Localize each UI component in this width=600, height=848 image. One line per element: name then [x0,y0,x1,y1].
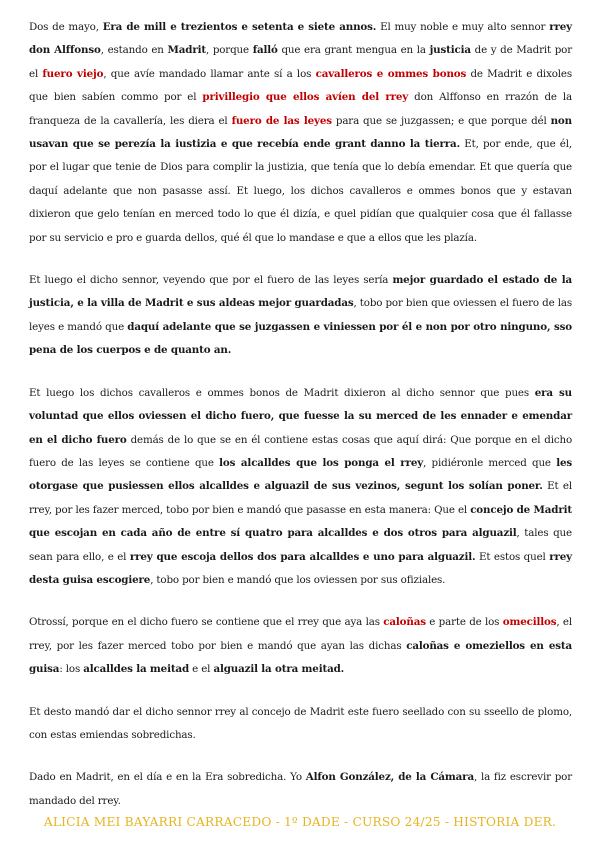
text-run: , tobo por bien e mandó que los oviessen por sus ofiziales. [150,573,446,586]
bold-phrase: daquí adelante que se juzgassen e viniessen por él e non por otro ninguno, sso pena de los cuerpos e de quanto an. [29,320,572,357]
document-body [29,16,572,832]
highlighted-term: cavalleros e ommes bonos [315,67,467,80]
bold-phrase: era su voluntad que ellos oviessen el dicho fuero, que fuesse la su merced de les ennader e emendar en el dicho fuero [29,386,572,446]
paragraph-1 [29,16,572,250]
text-run: para que se juzgassen; e que porque dél [331,114,551,127]
text-run: , la fiz escrevir por mandado del rrey. [29,771,572,807]
text-run: Otrossí, porque en el dicho fuero se contiene que el rrey que aya las [29,616,384,629]
bold-phrase: caloñas e omeziellos en esta guisa [29,639,572,676]
bold-phrase: los alcalldes que los ponga el rrey [219,456,424,469]
text-run: , que avíe mandado llamar ante sí a los [103,67,316,80]
text-run: , estando en [100,44,168,57]
text-run: , porque [205,44,253,57]
bold-phrase: alcalldes la meitad [83,663,190,676]
paragraph-2 [29,269,572,363]
text-run: Et luego los dichos cavalleros e ommes bonos de Madrit dixieron al dicho sennor que pues [29,386,535,399]
paragraph-3 [29,382,572,593]
highlighted-term: caloñas [383,616,426,629]
bold-phrase: rrey desta guisa escogiere [29,550,572,586]
bold-phrase: falló [252,44,278,57]
bold-phrase: rrey don Alffonso [29,21,572,57]
text-run: de y de Madrit por el [29,44,573,80]
bold-phrase: Madrit [167,44,206,57]
bold-phrase: rrey que escoja dellos dos para alcalldes e uno para alguazil. [129,550,476,563]
text-run: Dos de mayo, [29,21,103,33]
highlighted-term: omecillos [502,616,557,629]
bold-phrase: Alfon González, de la Cámara [305,771,474,784]
text-run: que era grant mengua en la [277,44,430,57]
bold-phrase: alguazil la otra meitad. [213,663,345,676]
text-run: Et desto mandó dar el dicho sennor rrey al concejo de Madrit este fuero seellado con su sseello de plomo, con estas emiendas sobredichas. [29,705,572,741]
text-run: don Alffonso en rrazón de la franqueza de la cavallería, les diera el [29,91,572,127]
highlighted-term: privillegio que ellos avíen del rrey [202,91,409,104]
bold-phrase: non usavan que se perezía la iustizia e que recebía ende grant danno la tierra. [29,114,572,151]
text-run: e parte de los [425,616,503,629]
highlighted-term: fuero de las leyes [231,114,332,127]
bold-phrase: concejo de Madrit que escojan en cada año de entre sí quatro para alcalldes e dos otros para alguazil [29,503,572,540]
bold-phrase: les otorgase que pusiessen ellos alcalldes e alguazil de sus vezinos, segunt los solían poner. [29,456,572,493]
text-run: Et estos quel [475,550,550,563]
text-run: Et luego el dicho sennor, veyendo que por el fuero de las leyes sería [29,274,393,287]
text-run: e el [189,663,214,676]
paragraph-4 [29,611,572,681]
text-run: , tales que sean para ello, e el [29,527,572,563]
text-run: Dado en Madrit, en el día e en la Era sobredicha. Yo [29,771,306,784]
bold-phrase: justicia [429,44,471,57]
text-run: demás de lo que se en él contiene estas cosas que aquí dirá: Que porque en el dicho fuero de las leyes se contiene que [29,433,573,469]
paragraph-5 [29,701,572,748]
text-run: Et, por ende, que él, por el lugar que tenie de Dios para complir la justizia, que tenía que lo debía emendar. Et que quería que daquí adelante que non pasasse assí. Et luego, los dichos cavalleros e ommes bonos que y estavan dixieron que gelo tenían en merced todo lo que él dizía, e quel pidían que qualquier cosa que él fallasse por su servicio e pro e guarda dellos, qué él que lo mandase e que a ellos que les plazía. [29,138,573,244]
paragraph-6 [29,766,572,813]
bold-phrase: Era de mill e trezientos e setenta e siete annos. [102,21,377,33]
text-run: , el rrey, por les fazer merced tobo por bien e mandó que ayan las dichas [29,616,572,652]
text-run: : los [59,663,84,676]
highlighted-term: fuero viejo [42,67,104,80]
text-run: Et el rrey, por les fazer merced, tobo por bien e mandó que pasasse en esta manera: Que el [29,480,573,516]
text-run: de Madrit e dixoles que bien sabíen commo por el [29,67,572,104]
text-run: El muy noble e muy alto sennor [376,21,550,33]
text-run: , tobo por bien que oviessen el fuero de las leyes e mandó que [29,297,572,333]
text-run: , pidiéronle merced que [423,456,557,469]
page-footer: ALICIA MEI BAYARRI CARRACEDO - 1º DADE - CURSO 24/25 - HISTORIA DER. [43,815,557,829]
bold-phrase: mejor guardado el estado de la justicia, e la villa de Madrit e sus aldeas mejor guardadas [29,274,572,310]
